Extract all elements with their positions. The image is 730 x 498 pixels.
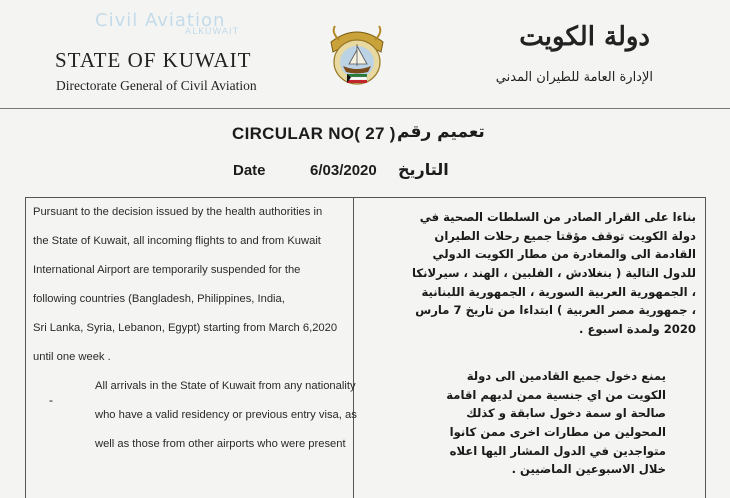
arabic-bullet-line: خلال الاسبوعين الماضيين . (511, 462, 666, 477)
arabic-line: للدول التالية ( بنغلادش ، الفلبين ، الهند ، سيرلانكا (412, 266, 696, 281)
state-name-english: STATE OF KUWAIT (55, 48, 252, 72)
arabic-bullet-line: الكويت من اي جنسية ممن لديهم اقامة (446, 387, 666, 402)
arabic-bullet-line: يمنع دخول جميع القادمين الى دولة (466, 368, 666, 383)
watermark-line1: Civil Aviation (95, 10, 226, 31)
english-line: the State of Kuwait, all incoming flights to and from Kuwait (33, 235, 321, 247)
english-line: until one week . (33, 351, 111, 363)
arabic-text-column (358, 210, 696, 481)
arabic-bullet-line: صالحة او سمة دخول سابقة و كذلك (466, 406, 666, 421)
english-bullet-dash-icon: - (49, 393, 53, 407)
arabic-line: دولة الكويت توقف مؤقتا جميع رحلات الطيران (434, 228, 696, 243)
english-bullet-line: All arrivals in the State of Kuwait from any nationality (95, 380, 356, 392)
english-bullet-line: well as those from other airports who were present (95, 438, 346, 450)
arabic-line: بناءا على القرار الصادر من السلطات الصحية في (419, 210, 696, 224)
english-bullet-line: who have a valid residency or previous entry visa, as (95, 409, 357, 421)
watermark-line2: ALKUWAIT (185, 27, 240, 37)
column-divider (353, 198, 354, 498)
circular-body-table (25, 197, 706, 498)
kuwait-emblem-icon (319, 20, 395, 92)
circular-number-english: CIRCULAR NO( 27 ) (232, 124, 396, 143)
header-divider (0, 108, 730, 109)
arabic-bullet-line: المحولين من مطارات اخرى ممن كانوا (449, 424, 666, 439)
english-line: following countries (Bangladesh, Philippines, India, (33, 293, 285, 305)
date-label-english: Date (233, 162, 266, 179)
english-line: Pursuant to the decision issued by the health authorities in (33, 206, 323, 218)
arabic-bullet-line: متواجدين في الدول المشار اليها اعلاه (449, 443, 666, 458)
arabic-line: 2020 ولمدة اسبوع . (579, 322, 696, 337)
english-line: Sri Lanka, Syria, Lebanon, Egypt) starting from March 6,2020 (33, 322, 338, 334)
circular-number-arabic: تعميم رقم (397, 122, 485, 142)
state-name-arabic: دولة الكويت (519, 22, 650, 52)
date-label-arabic: التاريخ (398, 160, 449, 179)
arabic-line: ، الجمهورية العربية السورية ، الجمهورية اللبنانية (421, 284, 696, 299)
english-text-column (33, 206, 357, 467)
date-value: 6/03/2020 (310, 162, 377, 179)
directorate-name-arabic: الإدارة العامة للطيران المدني (495, 70, 653, 85)
directorate-name-english: Directorate General of Civil Aviation (56, 78, 257, 93)
watermark (95, 10, 239, 37)
arabic-line: ، جمهورية مصر العربية ) ابتداءا من تاريخ 7 مارس (415, 303, 696, 318)
arabic-line: القادمة الى والمغادرة من مطار الكويت الدولي (432, 247, 696, 262)
english-line: International Airport are temporarily suspended for the (33, 264, 301, 276)
